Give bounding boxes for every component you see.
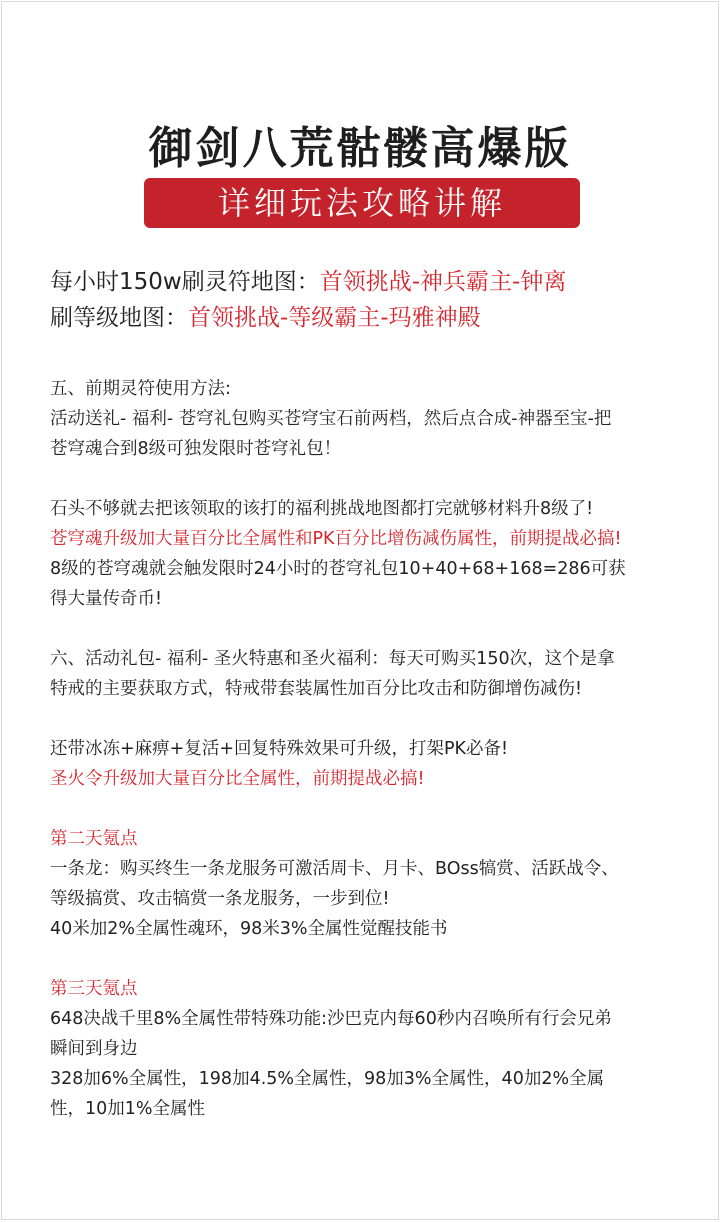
- paragraph-line: 得大量传奇币!: [50, 589, 163, 609]
- paragraph-line: 等级搞赏、攻击犒赏一条龙服务，一步到位!: [50, 889, 390, 909]
- paragraph-line: 瞬间到身边: [50, 1039, 138, 1059]
- map-line-lingfu: [50, 264, 698, 300]
- paragraph-line: 一条龙：购买终生一条龙服务可激活周卡、月卡、BOss犒赏、活跃战令、: [50, 859, 619, 879]
- paragraph-line: 特戒的主要获取方式，特戒带套装属性加百分比攻击和防御增伤减伤!: [50, 679, 583, 699]
- paragraph-line: 还带冰冻+麻痹+复活+回复特殊效果可升级，打架PK必备!: [50, 739, 509, 759]
- guide-content: [50, 374, 700, 1124]
- highlight-line: 圣火令升级加大量百分比全属性，前期提战必搞!: [50, 769, 425, 789]
- map-value: 首领挑战-等级霸主-玛雅神殿: [188, 305, 481, 331]
- paragraph-line: 石头不够就去把该领取的该打的福利挑战地图都打完就够材料升8级了!: [50, 499, 594, 519]
- paragraph-line: 活动送礼- 福利- 苍穹礼包购买苍穹宝石前两档，然后点合成-神器至宝-把: [50, 409, 612, 429]
- paragraph-line: 648决战千里8%全属性带特殊功能:沙巴克内每60秒内召唤所有行会兄弟: [50, 1009, 612, 1029]
- map-recommendations: [50, 264, 698, 336]
- highlight-line: 苍穹魂升级加大量百分比全属性和PK百分比增伤减伤属性，前期提战必搞!: [50, 529, 622, 549]
- paragraph-line: 8级的苍穹魂就会触发限时24小时的苍穹礼包10+40+68+168=286可获: [50, 559, 626, 579]
- paragraph-line: 40米加2%全属性魂环，98米3%全属性觉醒技能书: [50, 919, 448, 939]
- map-line-level: [50, 300, 698, 336]
- article-page: [1, 1, 719, 1220]
- page-title: 御剑八荒骷髅高爆版: [148, 123, 572, 174]
- day2-heading: 第二天氪点: [50, 829, 138, 849]
- map-value: 首领挑战-神兵霸主-钟离: [319, 269, 567, 295]
- paragraph-line: 苍穹魂合到8级可独发限时苍穹礼包！: [50, 439, 342, 459]
- section-6-line: 六、活动礼包- 福利- 圣火特惠和圣火福利：每天可购买150次，这个是拿: [50, 649, 615, 669]
- section-5-heading: 五、前期灵符使用方法:: [50, 379, 231, 399]
- map-label: 每小时150w刷灵符地图：: [50, 269, 320, 295]
- day3-heading: 第三天氪点: [50, 979, 138, 999]
- map-label: 刷等级地图：: [50, 305, 188, 331]
- subtitle-banner: 详细玩法攻略讲解: [144, 178, 580, 228]
- paragraph-line: 性，10加1%全属性: [50, 1099, 206, 1119]
- paragraph-line: 328加6%全属性，198加4.5%全属性，98加3%全属性，40加2%全属: [50, 1069, 605, 1089]
